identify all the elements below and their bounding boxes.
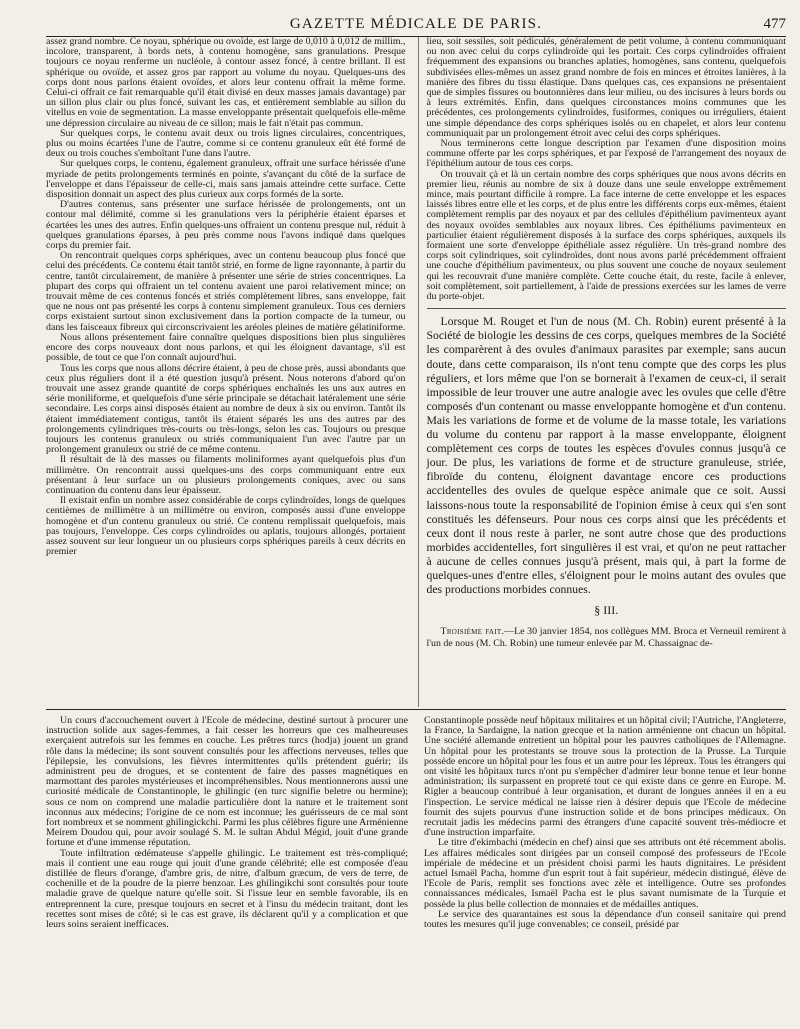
article-paragraph: Sur quelques corps, le contenu, également granuleux, offrait une surface hérissée d'une myriade de petits prolongements terminés en pointe, s'avançant du côté de la surface de l'enveloppe et dans l'épaisseur de celle-ci, mais sans jamais atteindre cette surface. Cette disposition donnait un aspect des plus curieux aux corps formés de la sorte. (46, 158, 406, 201)
article-paragraph: On trouvait çà et là un certain nombre des corps sphériques que nous avons décrits en premier lieu, réunis au nombre de six à douze dans une seule enveloppe extrêmement mince, mais pourtant difficile à rompre. La face interne de cette enveloppe et les espaces laissés libres entre elle et les corps, et de plus entre les différents corps eux-mêmes, étaient complètement remplis par des noyaux et par des cellules d'épithélium pavimenteux ayant des noyaux ovoïdes semblables aux noyaux libres. Ces épithéliums pavimenteux en particulier étaient régulièrement disposés à la surface des corps sphériques, auxquels ils formaient une sorte d'enveloppe épithéliale assez régulière. Un très-grand nombre des corps soit cylindriques, soit cylindroïdes, dont nous avons parlé précédemment offraient une couche d'épithélium pavimenteux, ou plus souvent une couche de noyaux seulement qui les recouvrait d'une manière complète. Cette couche était, du reste, facile à enlever, soit complètement, soit partiellement, à l'aide de pressions exercées sur les lames de verre du porte-objet. (426, 168, 786, 303)
article-paragraph: On rencontrait quelques corps sphériques, avec un contenu beaucoup plus foncé que celui des précédents. Ce contenu était tantôt strié, en forme de ligne rayonnante, à partir du centre, tantôt circulairement, de manière à présenter une série de stries concentriques. La plupart des corps qui offraient un tel contenu avaient une paroi relativement mince; on trouvait même de ces contenus foncés et striés complètement libres, sans enveloppe, fait que ne nous ont pas présenté les corps à contenu simplement granuleux. Tous ces derniers corps existaient surtout sinon exclusivement dans la portion compacte de la tumeur, ou dans les faisceaux fibreux qui circonscrivaient les aréoles pleines de matière gélatiniforme. (46, 250, 406, 333)
section-heading: § III. (594, 603, 619, 618)
article-section (46, 37, 786, 707)
article-paragraph: lieu, soit sessiles, soit pédiculés, généralement de petit volume, à contenu communiquant ou non avec celui du corps cylindroïde qui les portait. Ces corps cylindroïdes offraient fréquemment des expansions ou branches aplaties, homogènes, sans contenu, quelquefois subdivisées elles-mêmes un assez grand nombre de fois en minces et étroites lanières, à la manière des fibres du tissu élastique. Dans quelques cas, ces expansions ne présentaient que de simples fissures ou boutonnières dans leur milieu, ou des incisures à leurs bords ou à leurs extrémités. Enfin, dans quelques circonstances moins communes que les précédentes, ces prolongements cylindroïdes, fusiformes, coniques ou irréguliers, étaient une simple dépendance des corps sphériques isolés ou en chapelet, et alors leur contenu communiquait par un prolongement étroit avec celui des corps sphériques. (426, 37, 786, 139)
article-paragraph: D'autres contenus, sans présenter une surface hérissée de prolongements, ont un contour mal délimité, comme si les granulations vers la périphérie étaient éparses et écartées les unes des autres. Enfin quelques-uns offraient un contenu presque nul, réduit à quelques granulations éparses, à peu près comme nous l'avons indiqué dans quelques corps du premier fait. (46, 199, 406, 252)
feuilleton-section (46, 709, 786, 1028)
section-divider (427, 308, 787, 309)
article-paragraph: Nous allons présentement faire connaître quelques dispositions bien plus singulières encore des corps nouveaux dont nous parlons, et qui les éloignent davantage, s'il est possible, de tout ce que l'on connaît aujourd'hui. (46, 331, 406, 364)
case-label: Troisième fait. (440, 626, 505, 638)
page-number: 477 (763, 16, 786, 32)
case-paragraph (427, 626, 787, 650)
article-paragraph: Sur quelques corps, le contenu avait deux ou trois lignes circulaires, concentriques, plus ou moins écartées l'une de l'autre, comme si ce contenu granuleux eût été formé de deux ou trois couches s'emboîtant l'une dans l'autre. (46, 127, 406, 160)
journal-title: GAZETTE MÉDICALE DE PARIS. (289, 16, 543, 32)
feuilleton-paragraph: Le titre d'ekimbachi (médecin en chef) ainsi que ses attributs ont été récemment abolis. Les affaires médicales sont dirigées par un conseil composé des professeurs de l'Ecole impériale de médecine et un président choisi parmi les hauts dignitaires. Le président actuel Ismaël Pacha, homme d'un esprit tout à fait supérieur, médecin distingué, élève de l'Ecole de Paris, remplit ses fonctions avec zèle et intelligence. Outre ses profondes connaissances médicales, Ismaël Pacha est le plus savant numismate de la Turquie et possède la plus belle collection de monnaies et de médailles antiques. (424, 837, 786, 910)
feuilleton-right-column (420, 716, 786, 1028)
feuilleton-left-column (46, 716, 408, 1028)
article-paragraph: Il existait enfin un nombre assez considérable de corps cylindroïdes, longs de quelques centièmes de millimètre à un millimètre ou environ, composés aussi d'une enveloppe homogène et d'un contenu granuleux ou strié. Ce contenu remplissait quelquefois, mais pas toujours, l'enveloppe. Ces corps cylindroïdes ou aplatis, toujours allongés, portaient assez souvent sur leur longueur un ou plusieurs corps sphériques pareils à ceux décrits en premier (46, 495, 406, 558)
feuilleton-paragraph: Le service des quarantaines est sous la dépendance d'un conseil sanitaire qui prend toutes les mesures qu'il juge convenables; ce conseil, présidé par (424, 908, 786, 931)
feuilleton-paragraph: Constantinople possède neuf hôpitaux militaires et un hôpital civil; l'Autriche, l'Angleterre, la France, la Sardaigne, la nation grecque et la nation arménienne ont chacun un hôpital. Une société allemande entretient un hôpital pour les pauvres catholiques de l'Allemagne. Un hôpital pour les protestants se trouve sous la protection de la Prusse. La Turquie possède encore un hôpital pour les fous et un autre pour les lépreux. Tous les étrangers qui ont visité les hôpitaux turcs n'ont pu s'empêcher d'admirer leur bonne tenue et leur bonne administration; ils surpassent en propreté tout ce qui existe dans ce genre en Europe. M. Rigler a beaucoup contribué à leur organisation, et durant de longues années il en a eu l'inspection. Le service médical ne laisse rien à désirer depuis que l'Ecole de médecine fournit des sujets pourvus d'une instruction solide et de bons principes médicaux. On recrutait jadis les médecins parmi des étrangers d'une capacité souvent très-médiocre et d'une instruction imparfaite. (424, 716, 786, 839)
large-print-block (427, 315, 787, 597)
article-paragraph: Lorsque M. Rouget et l'un de nous (M. Ch. Robin) eurent présenté à la Société de biologie les dessins de ces corps, quelques membres de la Société les comparèrent à des ovules d'animaux parasites par exemple; sans aucun doute, dans cette comparaison, ils n'ont tenu compte que des corps les plus réguliers, et lors même que l'on se bornerait à l'examen de ceux-ci, il serait impossible de leur trouver une autre analogie avec les ovules que celle d'être composés d'un contenant ou masse enveloppante homogène et d'un contenu. Mais les variations de forme et de volume de la masse totale, les variations du volume du contenu par rapport à la masse enveloppante, éloignent complètement ces corps de toutes les espèces d'ovules connus jusqu'à ce jour. De plus, les variations de forme et de structure granuleuse, striée, fibroïde du contenu, éloignent davantage encore ces productions accidentelles des ovules de quelque espèce animale que ce soit. Aussi laissons-nous toute la responsabilité de l'opinion émise à ceux qui s'en sont constitués les défenseurs. Pour nous ces corps ainsi que les précédents et ceux dont il nous reste à parler, ne sont autre chose que des productions morbides accidentelles, fort singulières il est vrai, et qu'on ne peut rattacher à aucune de celles connues jusqu'à présent, mais qui, à part la forme de quelques-unes d'entre elles, s'éloignent pour le moins autant des ovules que des productions morbides connues. (426, 315, 786, 597)
feuilleton-paragraph: Un cours d'accouchement ouvert à l'Ecole de médecine, destiné surtout à procurer une instruction solide aux sages-femmes, a fait cesser les horreurs que ces malheureuses exerçaient autrefois sur les femmes en couche. Les prêtres turcs (hodja) jouent un grand rôle dans la médecine; ils sont souvent consultés pour les affections nerveuses, telles que l'épilepsie, les convulsions, les fièvres intermittentes qu'ils prétendent guérir; ils administrent peu de drogues, et se contentent de faire des passes magnétiques en marmottant des paroles mystérieuses et incompréhensibles. Nous mentionnerons aussi une curiosité médicale de Constantinople, le ghilingic (en turc signifie beletre ou hermine); sous ce nom on comprend une maladie particulière dont la nature et le traitement sont inconnus aux médecins; l'origine de ce nom est inconnue; les guérisseurs de ce mal sont fort nombreux et se nomment ghilingickchi. Parmi les plus célèbres figure une Arménienne Meirem Doudou qui, pour avoir soulagé S. M. le sultan Abdul Mégid, jouit d'une grande fortune et d'une immense réputation. (46, 716, 408, 849)
article-right-column (418, 37, 787, 707)
case-text: —Le 30 janvier 1854, nos collègues MM. Broca et Verneuil remirent à l'un de nous (M. Ch. Robin) une tumeur enlevée par M. Chassaignac de- (426, 626, 786, 650)
article-paragraph: assez grand nombre. Ce noyau, sphérique ou ovoïde, est large de 0,010 à 0,012 de millim., incolore, transparent, à bords nets, à contenu homogène, sans granulations. Presque toujours ce noyau renferme un nucléole, à contour assez foncé, à centre brillant. Il est sphérique ou ovoïde, et assez gros par rapport au volume du noyau. Quelques-uns des corps dont nous parlons étaient ovoïdes, et alors leur contenu offrait la même forme. Celui-ci offrait ce fait remarquable qu'il était divisé en deux masses jamais davantage) par un sillon plus clair ou plus foncé, suivant les cas, et entièrement semblable au sillon du vitellus en voie de segmentation. La masse enveloppante présentait quelquefois elle-même une dépression circulaire au niveau de ce sillon; mais le fait n'était pas commun. (46, 37, 406, 129)
article-left-column (46, 37, 406, 707)
feuilleton-paragraph: Toute infiltration œdémateuse s'appelle ghilingic. Le traitement est très-compliqué; mais il contient une eau rouge qui jouit d'une grande célébrité; elle est composée d'eau distillée de fleurs d'orange, d'ambre gris, de nitre, d'album græcum, de vers de terre, de cochenille et de la poudre de la pierre benzoar. Les ghilingikchi sont consultés pour toute maladie grave de quelque nature qu'elle soit. Si l'issue leur en semble favorable, ils en entreprennent la cure, presque toujours en secret et à l'insu du médecin traitant, dont les recettes sont mises de côté; si le cas est grave, ils déclarent qu'il y a complication et que leurs soins seraient inefficaces. (46, 847, 408, 931)
newspaper-page (46, 14, 786, 1028)
article-paragraph: Il résultait de là des masses ou filaments moliniformes ayant quelquefois plus d'un millimètre. On rencontrait aussi quelques-uns des corps communiquant entre eux présentant à leur surface un ou plusieurs prolongements coniques, avec ou sans continuation du contenu dans leur épaisseur. (46, 454, 406, 496)
article-paragraph: Nous terminerons cette longue description par l'examen d'une disposition moins commune offerte par les corps sphériques, et par l'exposé de l'arrangement des noyaux de l'épithélium autour de tous ces corps. (426, 138, 786, 170)
page-header (46, 14, 786, 37)
article-paragraph: Tous les corps que nous allons décrire étaient, à peu de chose près, aussi abondants que ceux plus réguliers dont il a été question jusqu'à présent. Nous noterons d'abord qu'on trouvait une assez grande quantité de corps sphériques enchaînés les uns aux autres en série moniliforme, et quelquefois d'une série principale se détachait latéralement une série secondaire. Les corps ainsi disposés étaient au nombre de deux à six ou environ. Tantôt ils étaient immédiatement contigus, tantôt ils étaient séparés les uns des autres par des prolongements cylindriques très-courts ou très-longs, selon les cas. Toujours ou presque toujours les contenus granuleux ou striés communiquaient l'un avec l'autre par un prolongement granuleux ou strié de ce même contenu. (46, 362, 406, 456)
